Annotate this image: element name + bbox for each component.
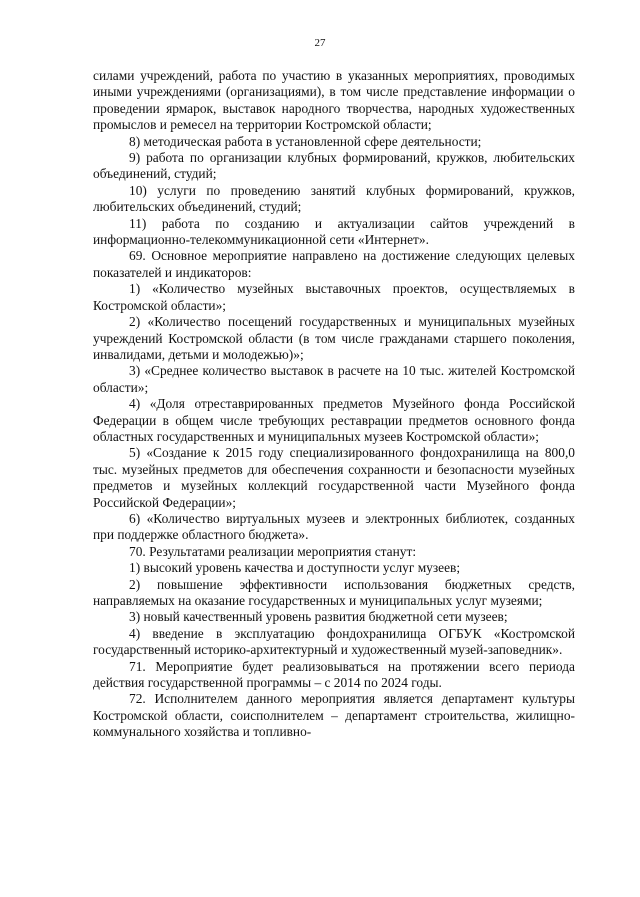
paragraph-item-11: 11) работа по созданию и актуализации сайтов учреждений в информационно-телекоммуникационной сети «Интернет».: [93, 215, 575, 248]
paragraph-section-71: 71. Мероприятие будет реализовываться на протяжении всего периода действия государственной программы – с 2014 по 2024 годы.: [93, 658, 575, 691]
paragraph-section-72: 72. Исполнителем данного мероприятия является департамент культуры Костромской области, соисполнителем – департамент строительства, жилищно-коммунального хозяйства и топливно-: [93, 691, 575, 740]
paragraph-item-9: 9) работа по организации клубных формирований, кружков, любительских объединений, студий;: [93, 150, 575, 182]
paragraph-result-2: 2) повышение эффективности использования бюджетных средств, направляемых на оказание государственных и муниципальных услуг музеями;: [93, 576, 575, 608]
paragraph-indicator-4: 4) «Доля отреставрированных предметов Музейного фонда Российской Федерации в общем числе требующих реставрации предметов основного фонда областных государственных и муниципальных музеев Костромской области»;: [93, 396, 575, 444]
paragraph-indicator-6: 6) «Количество виртуальных музеев и электронных библиотек, созданных при поддержке областного бюджета».: [93, 510, 575, 543]
document-body: [93, 68, 575, 741]
paragraph-result-4: 4) введение в эксплуатацию фондохранилища ОГБУК «Костромской государственный историко-архитектурный и художественный музей-заповедник».: [93, 625, 575, 658]
paragraph-section-69: 69. Основное мероприятие направлено на достижение следующих целевых показателей и индикаторов:: [93, 248, 575, 280]
paragraph-item-8: 8) методическая работа в установленной сфере деятельности;: [129, 133, 482, 149]
paragraph-indicator-5: 5) «Создание к 2015 году специализированного фондохранилища на 800,0 тыс. музейных предметов для обеспечения сохранности и безопасности музейных предметов и музейных коллекций государственной части Музейного фонда Российской Федерации»;: [93, 445, 575, 510]
paragraph-result-3: 3) новый качественный уровень развития бюджетной сети музеев;: [129, 609, 508, 625]
paragraph-indicator-2: 2) «Количество посещений государственных и муниципальных музейных учреждений Костромской области (в том числе гражданами старшего поколения, инвалидами, детьми и молодежью)»;: [93, 314, 575, 362]
paragraph-section-70: 70. Результатами реализации мероприятия станут:: [129, 543, 417, 559]
paragraph-result-1: 1) высокий уровень качества и доступности услуг музеев;: [129, 560, 461, 576]
paragraph-indicator-1: 1) «Количество музейных выставочных проектов, осуществляемых в Костромской области»;: [93, 281, 575, 313]
paragraph-continuation: силами учреждений, работа по участию в указанных мероприятиях, проводимых иными учреждениями (организациями), в том числе представление информации о проведении ярмарок, выставок народного творчества, народных художественных промыслов и ремесел на территории Костромской области;: [93, 68, 575, 133]
paragraph-indicator-3: 3) «Среднее количество выставок в расчете на 10 тыс. жителей Костромской области»;: [93, 363, 575, 395]
page-number: 27: [314, 37, 326, 49]
paragraph-item-10: 10) услуги по проведению занятий клубных формирований, кружков, любительских объединений, студий;: [93, 182, 575, 215]
